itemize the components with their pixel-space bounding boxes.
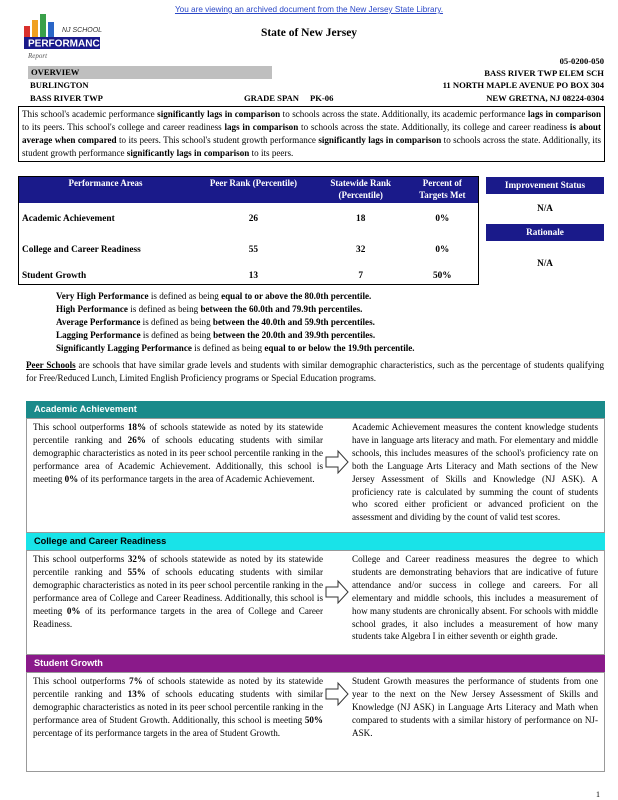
section-header-college-career: College and Career Readiness — [26, 533, 605, 550]
section-right-text: Student Growth measures the performance of students from one year to the next on the New Jersey Assessment of Skills and Knowledge (NJ ASK) in Language Arts Literacy and Math when compared to students with a similar history of performance on NJ-ASK. — [352, 676, 598, 738]
emphasis-text: 18% — [127, 422, 147, 432]
definition-name: High Performance — [56, 304, 128, 314]
section-right-text: College and Career readiness measures the degree to which students are demonstrating behaviors that are indicative of future attendance and/or success in college and careers. For all elementary and middle schools, this includes a measurement of how many students are chronically absent. For schools with middle school grades, it also includes a measurement of how many students take Algebra I in either seventh or eighth grade. — [352, 554, 598, 642]
body-text: to its peers. This school's college and career readiness — [22, 121, 225, 132]
section-student-growth — [26, 672, 605, 772]
definition-connector: is defined as being — [127, 304, 201, 314]
row-peer-rank: 55 — [248, 244, 259, 255]
row-statewide-rank: 7 — [358, 271, 364, 282]
peer-schools-text: are schools that have similar grade levels and students with similar demographic characteristics, such as the percentage of students qualifying for Free/Reduced Lunch, Limited English Proficiency programs or Special Education programs. — [26, 360, 604, 383]
section-left-text — [33, 421, 323, 486]
body-text: to schools across the state. Additionally, its academic performance — [280, 109, 528, 119]
performance-summary — [18, 106, 605, 162]
body-text: to its peers. This school's student growth performance — [116, 134, 319, 145]
section-left-text — [33, 553, 323, 630]
arrow-right-icon — [325, 579, 349, 605]
body-text: of schools statewide as noted by its statewide percentile ranking and — [33, 676, 323, 699]
page-title: State of New Jersey — [260, 27, 358, 39]
definition-connector: is defined as being — [191, 343, 265, 353]
body-text: of its performance targets in the area of Academic Achievement. — [78, 473, 315, 484]
grade-span-label: GRADE SPAN — [244, 93, 299, 103]
definition-line — [56, 316, 556, 329]
section-right-text: Academic Achievement measures the content knowledge students have in language arts literacy and math. For elementary and middle schools, this includes measures of the school's proficiency rate on both the Language Arts Literacy and Math sections of the New Jersey Assessment of Skills and Knowledge (NJ ASK). A proficiency rate is calculated by summing the count of students who scored either proficient or advanced proficient on the assessment and dividing by the count of valid test scores. — [352, 422, 598, 523]
definition-name: Lagging Performance — [56, 330, 141, 340]
peer-schools-note — [26, 359, 604, 384]
rationale-value: N/A — [537, 258, 553, 268]
overview-label: OVERVIEW — [28, 66, 272, 79]
improvement-status-header: Improvement Status — [486, 177, 604, 194]
school-code: 05-0200-050 — [559, 56, 604, 66]
address-line-1: 11 NORTH MAPLE AVENUE PO BOX 304 — [442, 80, 604, 90]
improvement-status-value: N/A — [537, 203, 553, 213]
emphasis-text: 50% — [304, 714, 323, 725]
definition-connector: is defined as being — [140, 317, 213, 327]
emphasis-text: significantly lags in comparison — [157, 109, 281, 119]
definition-rule: equal to or above the 80.0th percentile. — [221, 291, 372, 301]
definition-line — [56, 342, 556, 355]
definition-name: Average Performance — [56, 317, 141, 327]
body-text: of schools educating students with similar demographic characteristics as noted in its peer school percentile ranking in the performance area of Student Growth. Additionally, this school is meeting — [33, 688, 324, 725]
emphasis-text: 13% — [127, 688, 146, 699]
county-name: BURLINGTON — [30, 80, 89, 90]
emphasis-text: lags in comparison — [527, 109, 602, 119]
table-row — [19, 203, 479, 227]
col-header-area: Performance Areas — [19, 177, 193, 203]
emphasis-text: significantly lags in comparison — [126, 147, 250, 158]
emphasis-text: significantly lags in comparison — [318, 134, 442, 145]
peer-schools-term: Peer Schools — [26, 360, 76, 370]
svg-text:NJ SCHOOL: NJ SCHOOL — [62, 27, 102, 34]
grade-span-value: PK-06 — [310, 93, 334, 103]
body-text: This school outperforms — [33, 676, 130, 686]
row-statewide-rank: 18 — [356, 213, 366, 224]
section-left-text — [33, 675, 323, 740]
arrow-right-icon — [325, 681, 349, 707]
row-area: Academic Achievement — [22, 213, 115, 224]
table-row — [19, 258, 479, 285]
svg-text:PERFORMANCE: PERFORMANCE — [28, 38, 102, 50]
emphasis-text: 55% — [127, 566, 146, 577]
body-text: to schools across the state. Additionally, its college and career readiness — [298, 121, 570, 132]
row-area: College and Career Readiness — [22, 244, 141, 255]
row-targets-met: 0% — [435, 213, 450, 224]
section-college-career — [26, 550, 605, 655]
definition-name: Significantly Lagging Performance — [56, 343, 192, 353]
col-header-peer-rank: Peer Rank (Percentile) — [192, 177, 315, 203]
emphasis-text: 0% — [64, 473, 79, 484]
emphasis-text: is about average when compared — [22, 121, 602, 145]
body-text: percentage of its performance targets in the area of Student Growth. — [33, 727, 281, 738]
emphasis-text: 7% — [129, 676, 143, 686]
body-text: of schools statewide as noted by its statewide percentile ranking and — [33, 422, 323, 445]
district-name: BASS RIVER TWP — [30, 93, 103, 103]
school-name: BASS RIVER TWP ELEM SCH — [484, 68, 604, 78]
performance-table — [18, 176, 479, 285]
definition-rule: between the 60.0th and 79.9th percentiles. — [200, 304, 363, 314]
row-targets-met: 50% — [433, 271, 452, 282]
page-number: 1 — [596, 790, 600, 799]
emphasis-text: 0% — [66, 605, 81, 616]
body-text: This school outperforms — [33, 422, 128, 432]
row-statewide-rank: 32 — [356, 244, 366, 255]
emphasis-text: lags in comparison — [224, 121, 299, 132]
rationale-header: Rationale — [486, 224, 604, 241]
performance-definitions — [56, 290, 556, 355]
body-text: This school outperforms — [33, 554, 128, 564]
section-header-student-growth: Student Growth — [26, 655, 605, 672]
row-peer-rank: 26 — [248, 213, 259, 224]
row-targets-met: 0% — [435, 244, 450, 255]
body-text: to schools across the state. Additionally, its student growth performance — [22, 134, 602, 158]
address-line-2: NEW GRETNA, NJ 08224-0304 — [486, 93, 604, 103]
arrow-right-icon — [325, 449, 349, 475]
col-header-targets-met: Percent of Targets Met — [407, 177, 479, 203]
col-header-statewide-rank: Statewide Rank (Percentile) — [315, 177, 407, 203]
definition-name: Very High Performance — [56, 291, 149, 301]
row-peer-rank: 13 — [248, 271, 259, 282]
section-header-academic-achievement: Academic Achievement — [26, 401, 605, 418]
svg-text:Report: Report — [28, 52, 48, 60]
body-text: to its peers. — [249, 147, 294, 158]
section-academic-achievement — [26, 418, 605, 533]
definition-connector: is defined as being — [148, 291, 222, 301]
emphasis-text: 32% — [127, 554, 147, 564]
body-text: of schools educating students with similar demographic characteristics as noted in its peer school percentile ranking in the performance area of Academic Achievement. Additionally, this school is meeting — [33, 434, 324, 484]
definition-rule: equal to or below the 19.9th percentile. — [264, 343, 415, 353]
row-area: Student Growth — [22, 271, 87, 282]
body-text: of schools statewide as noted by its statewide percentile ranking and — [33, 554, 323, 577]
definition-connector: is defined as being — [140, 330, 214, 340]
archive-notice-link[interactable]: You are viewing an archived document from the New Jersey State Library. — [174, 5, 444, 14]
definition-line — [56, 329, 556, 342]
emphasis-text: 26% — [127, 434, 146, 445]
definition-rule: between the 20.0th and 39.9th percentiles. — [213, 330, 376, 340]
definition-line — [56, 290, 556, 303]
body-text: of schools educating students with similar demographic characteristics as noted in its peer school percentile ranking in the performance area of College and Career Readiness. Additionally, this school is meeting — [33, 566, 324, 616]
body-text: This school's academic performance — [22, 109, 158, 119]
table-row — [19, 227, 479, 258]
definition-rule: between the 40.0th and 59.9th percentiles. — [212, 317, 375, 327]
body-text: of its performance targets in the area of College and Career Readiness. — [33, 605, 323, 629]
definition-line — [56, 303, 556, 316]
